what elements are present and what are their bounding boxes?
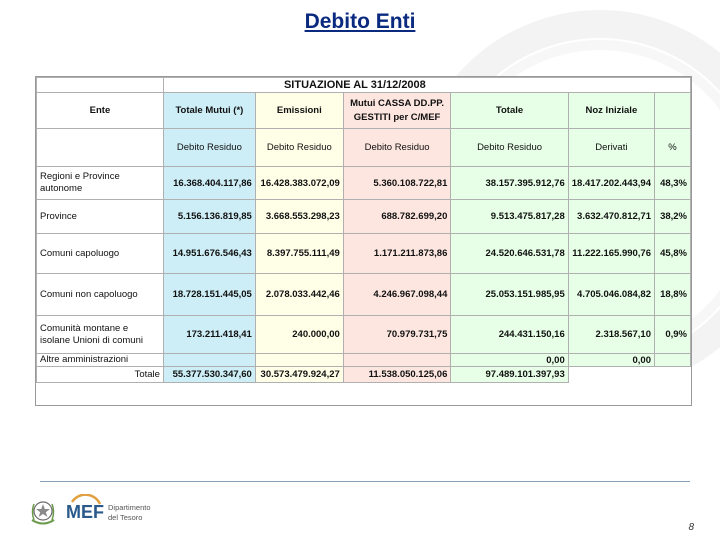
table-row <box>37 354 691 367</box>
italian-emblem-icon <box>28 496 58 528</box>
department-line-1: Dipartimento <box>108 503 151 512</box>
header-mutui-cdp: Mutui CASSA DD.PP. GESTITI per C/MEF <box>343 93 451 129</box>
cell-ente: Comuni non capoluogo <box>37 274 164 316</box>
cell-mutui-cdp: 1.171.211.873,86 <box>343 234 451 274</box>
mef-logo: MEF <box>66 502 104 522</box>
cell-emissioni: 16.428.383.072,09 <box>255 167 343 200</box>
cell-emissioni: 3.668.553.298,23 <box>255 200 343 234</box>
total-empty-cell <box>655 367 691 383</box>
cell-pct: 48,3% <box>655 167 691 200</box>
subheader-totale: Debito Residuo <box>451 129 568 167</box>
cell-derivati: 0,00 <box>568 354 654 367</box>
total-row <box>37 367 691 383</box>
cell-totale-mutui <box>163 354 255 367</box>
cell-ente: Regioni e Province autonome <box>37 167 164 200</box>
footer-divider <box>40 481 690 482</box>
total-empty-cell <box>568 367 654 383</box>
cell-emissioni: 2.078.033.442,46 <box>255 274 343 316</box>
cell-totale: 244.431.150,16 <box>451 316 568 354</box>
cell-ente: Comunità montane e isolane Unioni di comuni <box>37 316 164 354</box>
caption-row <box>37 78 691 93</box>
cell-totale-mutui: 14.951.676.546,43 <box>163 234 255 274</box>
total-totale: 97.489.101.397,93 <box>451 367 568 383</box>
cell-pct: 18,8% <box>655 274 691 316</box>
cell-totale: 38.157.395.912,76 <box>451 167 568 200</box>
subheader-row <box>37 129 691 167</box>
header-ente: Ente <box>37 93 164 129</box>
total-totale-mutui: 55.377.530.347,60 <box>163 367 255 383</box>
subheader-pct: % <box>655 129 691 167</box>
subheader-mutui-cdp: Debito Residuo <box>343 129 451 167</box>
table-row <box>37 234 691 274</box>
total-emissioni: 30.573.479.924,27 <box>255 367 343 383</box>
cell-ente: Comuni capoluogo <box>37 234 164 274</box>
cell-totale-mutui: 5.156.136.819,85 <box>163 200 255 234</box>
subheader-blank <box>37 129 164 167</box>
header-totale-mutui: Totale Mutui (*) <box>163 93 255 129</box>
total-label: Totale <box>37 367 164 383</box>
cell-pct <box>655 354 691 367</box>
cell-derivati: 3.632.470.812,71 <box>568 200 654 234</box>
cell-mutui-cdp: 4.246.967.098,44 <box>343 274 451 316</box>
cell-mutui-cdp: 5.360.108.722,81 <box>343 167 451 200</box>
total-mutui-cdp: 11.538.050.125,06 <box>343 367 451 383</box>
cell-mutui-cdp: 70.979.731,75 <box>343 316 451 354</box>
debt-table-container <box>35 76 692 406</box>
cell-totale: 0,00 <box>451 354 568 367</box>
cell-derivati: 18.417.202.443,94 <box>568 167 654 200</box>
subheader-emissioni: Debito Residuo <box>255 129 343 167</box>
header-totale: Totale <box>451 93 568 129</box>
cell-emissioni: 8.397.755.111,49 <box>255 234 343 274</box>
cell-ente: Province <box>37 200 164 234</box>
cell-totale: 24.520.646.531,78 <box>451 234 568 274</box>
cell-pct: 0,9% <box>655 316 691 354</box>
table-row <box>37 274 691 316</box>
cell-derivati: 11.222.165.990,76 <box>568 234 654 274</box>
cell-mutui-cdp <box>343 354 451 367</box>
subheader-totale-mutui: Debito Residuo <box>163 129 255 167</box>
header-noz-iniziale: Noz Iniziale <box>568 93 654 129</box>
table-row <box>37 167 691 200</box>
header-emissioni: Emissioni <box>255 93 343 129</box>
cell-pct: 45,8% <box>655 234 691 274</box>
table-caption <box>163 78 690 93</box>
page-number: 8 <box>688 522 694 533</box>
cell-mutui-cdp: 688.782.699,20 <box>343 200 451 234</box>
header-blank <box>655 93 691 129</box>
slide-title: Debito Enti <box>304 10 416 33</box>
cell-totale-mutui: 173.211.418,41 <box>163 316 255 354</box>
table-row <box>37 200 691 234</box>
cell-totale: 9.513.475.817,28 <box>451 200 568 234</box>
cell-pct: 38,2% <box>655 200 691 234</box>
cell-derivati: 2.318.567,10 <box>568 316 654 354</box>
cell-ente: Altre amministrazioni <box>37 354 164 367</box>
header-row <box>37 93 691 129</box>
table-caption-text: SITUAZIONE AL 31/12/2008 <box>283 79 426 91</box>
cell-emissioni <box>255 354 343 367</box>
cell-totale: 25.053.151.985,95 <box>451 274 568 316</box>
debt-table <box>36 77 691 383</box>
cell-derivati: 4.705.046.084,82 <box>568 274 654 316</box>
subheader-derivati: Derivati <box>568 129 654 167</box>
department-label <box>108 503 151 523</box>
department-line-2: del Tesoro <box>108 513 143 522</box>
cell-totale-mutui: 16.368.404.117,86 <box>163 167 255 200</box>
cell-totale-mutui: 18.728.151.445,05 <box>163 274 255 316</box>
table-row <box>37 316 691 354</box>
cell-emissioni: 240.000,00 <box>255 316 343 354</box>
